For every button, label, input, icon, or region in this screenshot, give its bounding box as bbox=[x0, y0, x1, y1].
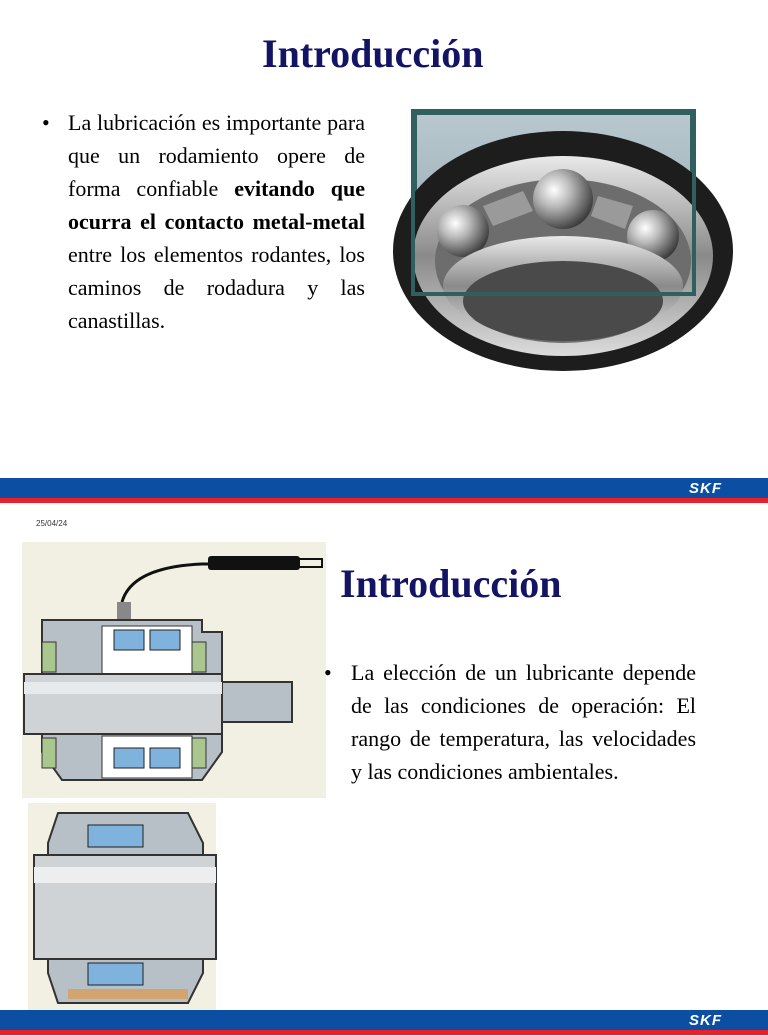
slide-1-bullet-text bbox=[68, 106, 365, 337]
bearing-housing-section-diagram bbox=[28, 803, 216, 1010]
ball-bearing-photo bbox=[413, 111, 694, 294]
bullet-marker: • bbox=[324, 660, 332, 685]
slide-2 bbox=[0, 512, 768, 1029]
bullet-bold: evitando que ocurra el contacto metal-metal bbox=[68, 176, 365, 234]
bearing-housing-diagram bbox=[22, 542, 326, 798]
bullet-marker: • bbox=[42, 110, 50, 135]
slide-2-footer bbox=[0, 1010, 768, 1036]
slide-2-bullet-text: La elección de un lubricante depende de las condiciones de operación: El rango de temperatura, las velocidades y las condiciones ambientales. bbox=[351, 660, 696, 784]
slide-1-title: Introducción bbox=[262, 31, 484, 76]
slide-date: 25/04/24 bbox=[36, 519, 68, 528]
slide-1 bbox=[0, 0, 768, 497]
bullet-outro: entre los elementos rodantes, los caminos de rodadura y las canastillas. bbox=[68, 242, 365, 333]
bullet-intro: La lubricación es importante para que un rodamiento opere de forma confiable bbox=[68, 110, 365, 201]
skf-logo: SKF bbox=[689, 1012, 722, 1029]
slide-2-title: Introducción bbox=[340, 561, 562, 606]
slide-1-footer bbox=[0, 478, 768, 504]
skf-logo: SKF bbox=[689, 480, 722, 497]
